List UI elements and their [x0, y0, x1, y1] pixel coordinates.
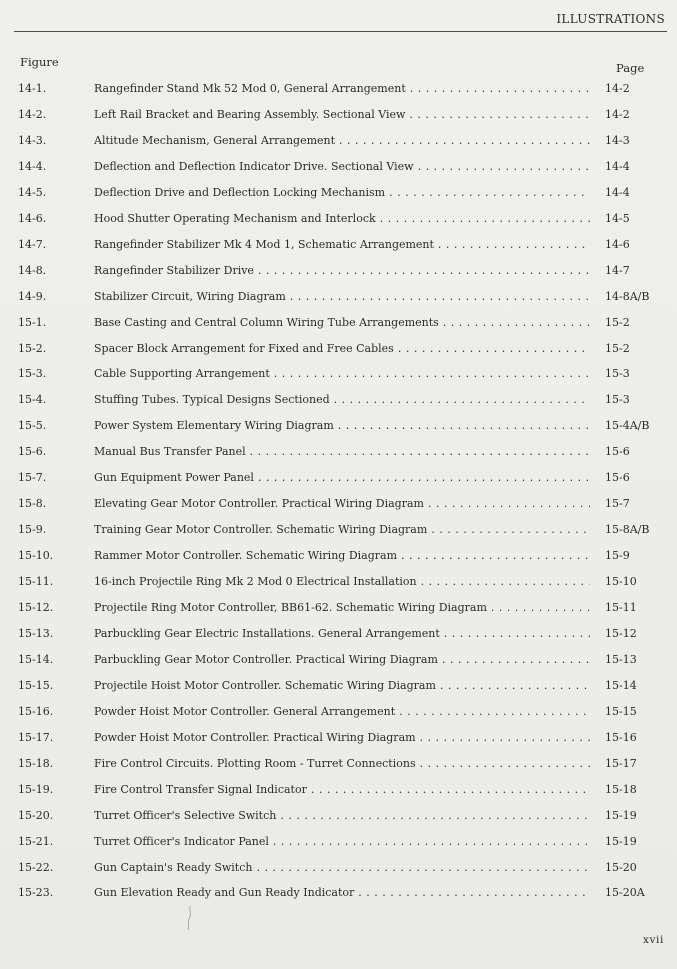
figure-page: 15-6 [605, 445, 630, 459]
list-item [0, 755, 677, 773]
list-item [0, 625, 677, 643]
figure-title: Stabilizer Circuit, Wiring Diagram . . . [94, 290, 590, 303]
list-item [0, 599, 677, 617]
figure-number: 15-15. [18, 678, 54, 692]
figure-page: 14-3 [605, 133, 630, 147]
figure-title-wrap [94, 314, 590, 332]
figure-page: 15-12 [605, 626, 637, 640]
figure-number: 15-12. [18, 601, 54, 614]
figure-page: 14-2 [605, 82, 630, 95]
figure-number: 15-7. [18, 471, 47, 485]
figure-title-wrap [94, 288, 590, 306]
figure-title: Hood Shutter Operating Mechanism and Interlock . . . [94, 212, 590, 225]
figure-number: 15-22. [18, 860, 54, 874]
figure-title: Deflection Drive and Deflection Locking Mechanism . . . [94, 186, 590, 199]
figure-title: Stuffing Tubes. Typical Designs Sectioned . . . [94, 393, 590, 406]
list-item [0, 236, 677, 254]
figure-title-wrap [94, 651, 590, 669]
figure-title: Fire Control Transfer Signal Indicator . . . [94, 783, 590, 796]
list-item [0, 833, 677, 851]
figure-title-wrap [94, 469, 590, 487]
figure-page: 14-5 [605, 211, 630, 225]
figure-title-wrap [94, 495, 590, 513]
figure-number: 15-16. [18, 704, 54, 718]
list-item [0, 807, 677, 825]
figure-title-wrap [94, 443, 590, 461]
figure-title: Spacer Block Arrangement for Fixed and Free Cables . . . [94, 342, 590, 355]
list-item [0, 132, 677, 150]
figure-title-wrap [94, 106, 590, 124]
list-item [0, 781, 677, 799]
list-item [0, 651, 677, 669]
figure-number: 14-2. [18, 107, 47, 121]
figure-page: 15-7 [605, 497, 630, 511]
figure-number: 14-8. [18, 263, 47, 277]
figure-column-heading: Figure [20, 55, 59, 69]
figure-title: Cable Supporting Arrangement . . . [94, 367, 590, 380]
list-item [0, 677, 677, 695]
figure-title-wrap [94, 547, 590, 565]
figure-title-wrap [94, 729, 590, 747]
figure-page: 15-13 [605, 652, 637, 666]
figure-page: 15-2 [605, 341, 630, 355]
figure-number: 15-19. [18, 782, 54, 796]
page-number: xvii [643, 934, 664, 946]
figure-page: 15-6 [605, 471, 630, 485]
list-item [0, 417, 677, 435]
figure-page: 15-8A/B [605, 523, 650, 537]
figure-title: Rammer Motor Controller. Schematic Wiring Diagram . . . [94, 549, 590, 562]
figure-number: 14-4. [18, 159, 47, 173]
figure-page: 14-7 [605, 263, 630, 277]
figure-title-wrap [94, 599, 590, 617]
figure-page: 15-9 [605, 549, 630, 563]
figure-page: 15-2 [605, 315, 630, 329]
figure-page: 14-4 [605, 159, 630, 173]
list-item [0, 80, 677, 98]
list-item [0, 729, 677, 747]
figure-title-wrap [94, 184, 590, 202]
figure-title-wrap [94, 859, 590, 877]
figure-title-wrap [94, 677, 590, 695]
figure-title: Deflection and Deflection Indicator Drive. Sectional View . . . [94, 160, 590, 173]
list-item [0, 391, 677, 409]
list-item [0, 573, 677, 591]
figure-title-wrap [94, 625, 590, 643]
list-item [0, 288, 677, 306]
figure-number: 15-4. [18, 393, 47, 407]
figure-number: 14-6. [18, 211, 47, 225]
figure-title: Altitude Mechanism, General Arrangement . . . [94, 134, 590, 147]
list-item [0, 314, 677, 332]
figure-page: 15-14 [605, 678, 637, 692]
section-header: ILLUSTRATIONS [556, 12, 665, 26]
figure-page: 14-2 [605, 107, 630, 121]
figure-page: 15-19 [605, 808, 637, 822]
figure-number: 14-5. [18, 185, 47, 199]
figure-title: Rangefinder Stabilizer Mk 4 Mod 1, Schematic Arrangement . . . [94, 238, 590, 251]
figure-title-wrap [94, 365, 590, 383]
figure-title-wrap [94, 703, 590, 721]
figure-title: Rangefinder Stand Mk 52 Mod 0, General Arrangement . . . [94, 82, 590, 95]
figure-title: Powder Hoist Motor Controller. Practical Wiring Diagram . . . [94, 731, 590, 744]
figure-page: 15-3 [605, 367, 630, 381]
figure-title-wrap [94, 262, 590, 280]
list-item [0, 106, 677, 124]
figure-title: Parbuckling Gear Electric Installations. General Arrangement . . . [94, 627, 590, 640]
figure-number: 15-18. [18, 756, 54, 770]
figure-title-wrap [94, 80, 590, 98]
figure-title-wrap [94, 417, 590, 435]
figure-title: Left Rail Bracket and Bearing Assembly. Sectional View . . . [94, 108, 590, 121]
figure-title: Projectile Ring Motor Controller, BB61-62. Schematic Wiring Diagram . . . [94, 601, 590, 614]
figure-page: 15-16 [605, 730, 637, 744]
figure-title: Power System Elementary Wiring Diagram . . . [94, 419, 590, 432]
figure-title-wrap [94, 807, 590, 825]
figure-number: 15-14. [18, 652, 54, 666]
figure-number: 15-20. [18, 808, 54, 822]
figure-title: Turret Officer's Selective Switch . . . [94, 809, 590, 822]
figure-title: Parbuckling Gear Motor Controller. Practical Wiring Diagram . . . [94, 653, 590, 666]
figure-page: 15-20 [605, 860, 637, 874]
figure-page: 14-4 [605, 185, 630, 199]
figure-number: 15-3. [18, 367, 47, 381]
figure-page: 15-15 [605, 704, 637, 718]
figure-title: Manual Bus Transfer Panel . . . [94, 445, 590, 458]
figure-number: 15-17. [18, 730, 54, 744]
figure-page: 15-11 [605, 601, 637, 614]
figure-title-wrap [94, 833, 590, 851]
list-item [0, 469, 677, 487]
list-item [0, 859, 677, 877]
list-item [0, 365, 677, 383]
figure-title-wrap [94, 573, 590, 591]
figure-title: Gun Captain's Ready Switch . . . [94, 861, 590, 874]
figure-number: 15-5. [18, 419, 47, 433]
figure-title: Powder Hoist Motor Controller. General Arrangement . . . [94, 705, 590, 718]
figure-title: Gun Elevation Ready and Gun Ready Indicator . . . [94, 886, 590, 899]
figure-page: 15-18 [605, 782, 637, 796]
figure-title: Base Casting and Central Column Wiring Tube Arrangements . . . [94, 316, 590, 329]
list-item [0, 262, 677, 280]
page-column-heading: Page [616, 61, 645, 75]
figure-title: Projectile Hoist Motor Controller. Schematic Wiring Diagram . . . [94, 679, 590, 692]
pencil-mark [184, 905, 196, 931]
figure-number: 14-1. [18, 82, 47, 95]
figure-page: 15-10 [605, 575, 637, 589]
figure-title: Elevating Gear Motor Controller. Practical Wiring Diagram . . . [94, 497, 590, 510]
list-item [0, 495, 677, 513]
figure-title-wrap [94, 132, 590, 150]
figure-number: 15-6. [18, 445, 47, 459]
figure-page: 15-20A [605, 886, 645, 900]
list-item [0, 443, 677, 461]
list-item [0, 703, 677, 721]
figure-page: 15-19 [605, 834, 637, 848]
figure-number: 15-23. [18, 886, 54, 900]
figure-page: 15-3 [605, 393, 630, 407]
list-item [0, 547, 677, 565]
figure-title: Turret Officer's Indicator Panel . . . [94, 835, 590, 848]
figure-number: 14-3. [18, 133, 47, 147]
figure-number: 15-1. [18, 315, 47, 329]
figure-title: Rangefinder Stabilizer Drive . . . [94, 264, 590, 277]
header-rule [14, 31, 667, 32]
figure-number: 15-9. [18, 523, 47, 537]
list-item [0, 340, 677, 358]
figure-title: Fire Control Circuits. Plotting Room - Turret Connections . . . [94, 757, 590, 770]
figure-page: 15-17 [605, 756, 637, 770]
figure-title-wrap [94, 210, 590, 228]
figure-number: 15-8. [18, 497, 47, 511]
figure-number: 15-13. [18, 626, 54, 640]
list-item [0, 521, 677, 539]
list-item [0, 158, 677, 176]
figure-title-wrap [94, 884, 590, 902]
figure-title: Training Gear Motor Controller. Schematic Wiring Diagram . . . [94, 523, 590, 536]
figure-number: 15-11. [18, 575, 54, 589]
figure-number: 15-10. [18, 549, 54, 563]
figure-title-wrap [94, 781, 590, 799]
figure-number: 15-2. [18, 341, 47, 355]
figure-title-wrap [94, 391, 590, 409]
figure-page: 15-4A/B [605, 419, 650, 433]
figure-title: 16-inch Projectile Ring Mk 2 Mod 0 Electrical Installation . . . [94, 575, 590, 588]
figure-page: 14-8A/B [605, 289, 650, 303]
figure-title-wrap [94, 158, 590, 176]
figure-title: Gun Equipment Power Panel . . . [94, 471, 590, 484]
figure-title-wrap [94, 236, 590, 254]
figure-title-wrap [94, 521, 590, 539]
figure-number: 14-9. [18, 289, 47, 303]
figure-page: 14-6 [605, 237, 630, 251]
figure-title-wrap [94, 755, 590, 773]
figure-title-wrap [94, 340, 590, 358]
figure-number: 15-21. [18, 834, 54, 848]
list-item [0, 884, 677, 902]
list-item [0, 184, 677, 202]
figure-number: 14-7. [18, 237, 47, 251]
list-item [0, 210, 677, 228]
